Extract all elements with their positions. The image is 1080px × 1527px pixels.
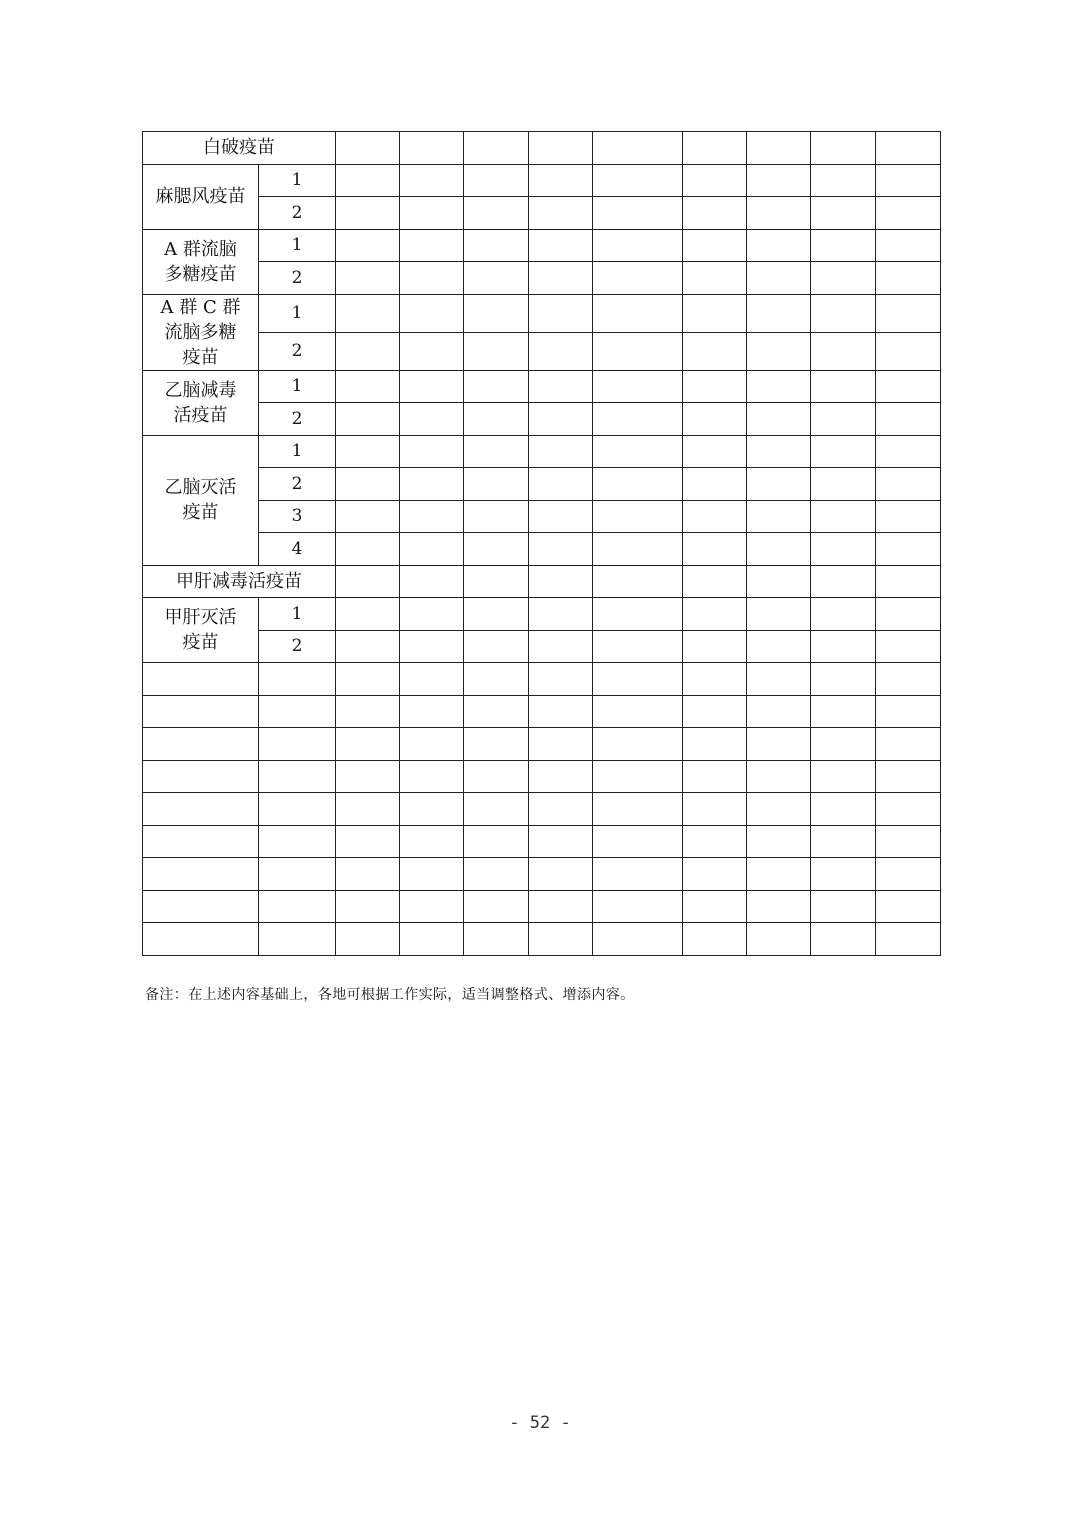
data-cell <box>464 890 529 923</box>
data-cell <box>747 500 811 533</box>
data-cell <box>747 890 811 923</box>
dose-number: 1 <box>259 294 336 332</box>
data-cell <box>400 197 464 230</box>
table-row <box>143 332 941 370</box>
data-cell <box>336 923 400 956</box>
table-row <box>143 229 941 262</box>
table-row <box>143 164 941 197</box>
data-cell <box>529 533 593 566</box>
data-cell <box>683 858 747 891</box>
data-cell <box>593 262 683 295</box>
data-cell <box>529 760 593 793</box>
data-cell <box>529 825 593 858</box>
data-cell <box>683 890 747 923</box>
data-cell <box>876 760 941 793</box>
blank-cell <box>143 760 259 793</box>
data-cell <box>464 164 529 197</box>
data-cell <box>747 728 811 761</box>
data-cell <box>464 663 529 696</box>
blank-cell <box>259 728 336 761</box>
blank-cell <box>143 728 259 761</box>
data-cell <box>464 403 529 436</box>
data-cell <box>400 630 464 663</box>
data-cell <box>811 923 876 956</box>
table-footnote: 备注：在上述内容基础上，各地可根据工作实际，适当调整格式、增添内容。 <box>145 987 635 1003</box>
data-cell <box>464 630 529 663</box>
data-cell <box>400 598 464 631</box>
table-row <box>143 370 941 403</box>
data-cell <box>336 663 400 696</box>
vaccination-table <box>142 131 941 956</box>
data-cell <box>336 695 400 728</box>
data-cell <box>747 294 811 332</box>
data-cell <box>464 695 529 728</box>
data-cell <box>400 695 464 728</box>
table-row <box>143 294 941 332</box>
data-cell <box>811 370 876 403</box>
blank-cell <box>259 760 336 793</box>
blank-row <box>143 793 941 826</box>
data-cell <box>336 435 400 468</box>
data-cell <box>683 403 747 436</box>
data-cell <box>811 132 876 165</box>
data-cell <box>529 132 593 165</box>
data-cell <box>683 663 747 696</box>
data-cell <box>683 793 747 826</box>
data-cell <box>876 630 941 663</box>
data-cell <box>747 435 811 468</box>
data-cell <box>811 728 876 761</box>
data-cell <box>747 663 811 696</box>
dose-number: 2 <box>259 197 336 230</box>
data-cell <box>400 262 464 295</box>
blank-cell <box>259 663 336 696</box>
data-cell <box>747 403 811 436</box>
data-cell <box>336 468 400 501</box>
data-cell <box>593 500 683 533</box>
data-cell <box>876 695 941 728</box>
data-cell <box>529 858 593 891</box>
data-cell <box>400 858 464 891</box>
data-cell <box>683 695 747 728</box>
data-cell <box>747 825 811 858</box>
data-cell <box>811 825 876 858</box>
data-cell <box>683 565 747 598</box>
vaccine-name: 麻腮风疫苗 <box>143 164 259 229</box>
data-cell <box>400 132 464 165</box>
data-cell <box>400 403 464 436</box>
data-cell <box>464 728 529 761</box>
dose-number: 1 <box>259 229 336 262</box>
data-cell <box>683 332 747 370</box>
data-cell <box>811 793 876 826</box>
data-cell <box>529 923 593 956</box>
data-cell <box>811 598 876 631</box>
data-cell <box>876 262 941 295</box>
data-cell <box>529 403 593 436</box>
dose-number: 3 <box>259 500 336 533</box>
data-cell <box>400 533 464 566</box>
data-cell <box>876 598 941 631</box>
data-cell <box>876 793 941 826</box>
data-cell <box>529 598 593 631</box>
data-cell <box>811 435 876 468</box>
data-cell <box>400 229 464 262</box>
data-cell <box>400 332 464 370</box>
data-cell <box>683 370 747 403</box>
data-cell <box>529 370 593 403</box>
data-cell <box>593 132 683 165</box>
data-cell <box>529 332 593 370</box>
blank-cell <box>259 695 336 728</box>
data-cell <box>464 598 529 631</box>
data-cell <box>876 332 941 370</box>
data-cell <box>593 565 683 598</box>
data-cell <box>529 728 593 761</box>
data-cell <box>593 825 683 858</box>
data-cell <box>336 500 400 533</box>
dose-number: 1 <box>259 370 336 403</box>
table-row <box>143 630 941 663</box>
data-cell <box>529 262 593 295</box>
dose-number: 2 <box>259 332 336 370</box>
data-cell <box>464 760 529 793</box>
data-cell <box>400 565 464 598</box>
data-cell <box>811 403 876 436</box>
data-cell <box>811 500 876 533</box>
data-cell <box>336 229 400 262</box>
data-cell <box>593 630 683 663</box>
data-cell <box>747 262 811 295</box>
data-cell <box>683 533 747 566</box>
data-cell <box>464 858 529 891</box>
data-cell <box>876 663 941 696</box>
data-cell <box>593 332 683 370</box>
table-row <box>143 435 941 468</box>
data-cell <box>400 435 464 468</box>
data-cell <box>336 825 400 858</box>
data-cell <box>529 435 593 468</box>
data-cell <box>593 890 683 923</box>
data-cell <box>400 728 464 761</box>
vaccine-name: A 群 C 群 流脑多糖 疫苗 <box>143 294 259 370</box>
data-cell <box>400 370 464 403</box>
data-cell <box>683 294 747 332</box>
data-cell <box>529 229 593 262</box>
data-cell <box>464 500 529 533</box>
data-cell <box>811 565 876 598</box>
blank-cell <box>143 858 259 891</box>
data-cell <box>683 760 747 793</box>
data-cell <box>876 435 941 468</box>
data-cell <box>593 533 683 566</box>
blank-cell <box>143 695 259 728</box>
data-cell <box>464 197 529 230</box>
data-cell <box>876 132 941 165</box>
data-cell <box>464 533 529 566</box>
data-cell <box>747 468 811 501</box>
data-cell <box>683 923 747 956</box>
dose-number: 2 <box>259 403 336 436</box>
data-cell <box>593 728 683 761</box>
data-cell <box>529 793 593 826</box>
blank-row <box>143 728 941 761</box>
data-cell <box>336 858 400 891</box>
data-cell <box>400 760 464 793</box>
data-cell <box>593 435 683 468</box>
data-cell <box>811 890 876 923</box>
data-cell <box>683 598 747 631</box>
blank-row <box>143 825 941 858</box>
table-row <box>143 533 941 566</box>
data-cell <box>811 630 876 663</box>
blank-row <box>143 695 941 728</box>
data-cell <box>336 890 400 923</box>
vaccine-name: 乙脑减毒 活疫苗 <box>143 370 259 435</box>
data-cell <box>336 728 400 761</box>
dose-number: 1 <box>259 164 336 197</box>
data-cell <box>400 923 464 956</box>
data-cell <box>593 164 683 197</box>
data-cell <box>529 630 593 663</box>
blank-cell <box>259 890 336 923</box>
data-cell <box>747 695 811 728</box>
data-cell <box>876 533 941 566</box>
data-cell <box>876 890 941 923</box>
data-cell <box>747 164 811 197</box>
dose-number: 4 <box>259 533 336 566</box>
data-cell <box>464 229 529 262</box>
blank-row <box>143 663 941 696</box>
data-cell <box>593 370 683 403</box>
data-cell <box>336 630 400 663</box>
data-cell <box>336 598 400 631</box>
data-cell <box>529 663 593 696</box>
data-cell <box>336 565 400 598</box>
data-cell <box>683 262 747 295</box>
data-cell <box>747 132 811 165</box>
data-cell <box>683 435 747 468</box>
data-cell <box>747 197 811 230</box>
data-cell <box>464 262 529 295</box>
vaccine-name: A 群流脑 多糖疫苗 <box>143 229 259 294</box>
vaccine-name: 甲肝减毒活疫苗 <box>143 565 336 598</box>
blank-row <box>143 858 941 891</box>
data-cell <box>400 890 464 923</box>
data-cell <box>876 500 941 533</box>
data-cell <box>529 468 593 501</box>
blank-row <box>143 923 941 956</box>
vaccine-name: 甲肝灭活 疫苗 <box>143 598 259 663</box>
data-cell <box>811 760 876 793</box>
data-cell <box>400 294 464 332</box>
data-cell <box>400 663 464 696</box>
page-number: - 52 - <box>509 1413 571 1433</box>
blank-cell <box>259 858 336 891</box>
data-cell <box>811 332 876 370</box>
data-cell <box>811 164 876 197</box>
data-cell <box>593 229 683 262</box>
data-cell <box>336 164 400 197</box>
data-cell <box>529 695 593 728</box>
data-cell <box>876 565 941 598</box>
data-cell <box>683 825 747 858</box>
data-cell <box>747 858 811 891</box>
data-cell <box>876 294 941 332</box>
data-cell <box>683 630 747 663</box>
table-row <box>143 197 941 230</box>
table-row <box>143 598 941 631</box>
blank-cell <box>259 923 336 956</box>
data-cell <box>593 197 683 230</box>
table-row <box>143 262 941 295</box>
data-cell <box>593 923 683 956</box>
data-cell <box>593 294 683 332</box>
data-cell <box>747 332 811 370</box>
data-cell <box>876 229 941 262</box>
data-cell <box>683 229 747 262</box>
data-cell <box>464 793 529 826</box>
blank-row <box>143 890 941 923</box>
data-cell <box>683 468 747 501</box>
data-cell <box>529 294 593 332</box>
data-cell <box>336 332 400 370</box>
data-cell <box>529 890 593 923</box>
blank-cell <box>259 793 336 826</box>
data-cell <box>400 500 464 533</box>
dose-number: 1 <box>259 435 336 468</box>
data-cell <box>464 565 529 598</box>
data-cell <box>529 164 593 197</box>
data-cell <box>593 468 683 501</box>
data-cell <box>811 533 876 566</box>
data-cell <box>593 793 683 826</box>
data-cell <box>336 132 400 165</box>
table-row <box>143 565 941 598</box>
data-cell <box>336 793 400 826</box>
data-cell <box>336 294 400 332</box>
data-cell <box>747 370 811 403</box>
data-cell <box>747 923 811 956</box>
data-cell <box>747 598 811 631</box>
blank-cell <box>259 825 336 858</box>
data-cell <box>747 630 811 663</box>
data-cell <box>683 197 747 230</box>
data-cell <box>400 468 464 501</box>
data-cell <box>747 793 811 826</box>
data-cell <box>400 793 464 826</box>
data-cell <box>464 825 529 858</box>
data-cell <box>811 197 876 230</box>
dose-number: 2 <box>259 262 336 295</box>
data-cell <box>683 164 747 197</box>
data-cell <box>529 500 593 533</box>
data-cell <box>747 229 811 262</box>
data-cell <box>683 728 747 761</box>
data-cell <box>876 923 941 956</box>
table-row <box>143 500 941 533</box>
data-cell <box>811 695 876 728</box>
data-cell <box>747 565 811 598</box>
data-cell <box>876 728 941 761</box>
data-cell <box>811 294 876 332</box>
data-cell <box>336 403 400 436</box>
data-cell <box>811 262 876 295</box>
data-cell <box>593 403 683 436</box>
data-cell <box>529 565 593 598</box>
data-cell <box>464 435 529 468</box>
data-cell <box>464 332 529 370</box>
data-cell <box>747 533 811 566</box>
data-cell <box>811 468 876 501</box>
table-row <box>143 403 941 436</box>
data-cell <box>464 468 529 501</box>
data-cell <box>400 164 464 197</box>
data-cell <box>529 197 593 230</box>
data-cell <box>876 858 941 891</box>
data-cell <box>336 533 400 566</box>
data-cell <box>876 403 941 436</box>
dose-number: 2 <box>259 468 336 501</box>
data-cell <box>811 858 876 891</box>
vaccine-name: 白破疫苗 <box>143 132 336 165</box>
data-cell <box>464 923 529 956</box>
data-cell <box>683 132 747 165</box>
data-cell <box>876 468 941 501</box>
data-cell <box>683 500 747 533</box>
data-cell <box>336 197 400 230</box>
dose-number: 2 <box>259 630 336 663</box>
data-cell <box>593 760 683 793</box>
blank-cell <box>143 793 259 826</box>
blank-cell <box>143 923 259 956</box>
data-cell <box>400 825 464 858</box>
blank-cell <box>143 890 259 923</box>
data-cell <box>593 598 683 631</box>
blank-cell <box>143 663 259 696</box>
vaccine-name: 乙脑灭活 疫苗 <box>143 435 259 565</box>
dose-number: 1 <box>259 598 336 631</box>
data-cell <box>464 370 529 403</box>
data-cell <box>336 370 400 403</box>
data-cell <box>876 370 941 403</box>
data-cell <box>876 164 941 197</box>
data-cell <box>747 760 811 793</box>
data-cell <box>464 294 529 332</box>
data-cell <box>464 132 529 165</box>
data-cell <box>876 197 941 230</box>
data-cell <box>811 229 876 262</box>
blank-row <box>143 760 941 793</box>
data-cell <box>593 858 683 891</box>
data-cell <box>593 695 683 728</box>
blank-cell <box>143 825 259 858</box>
data-cell <box>336 760 400 793</box>
table-row <box>143 132 941 165</box>
data-cell <box>336 262 400 295</box>
table-row <box>143 468 941 501</box>
data-cell <box>593 663 683 696</box>
data-cell <box>876 825 941 858</box>
data-cell <box>811 663 876 696</box>
